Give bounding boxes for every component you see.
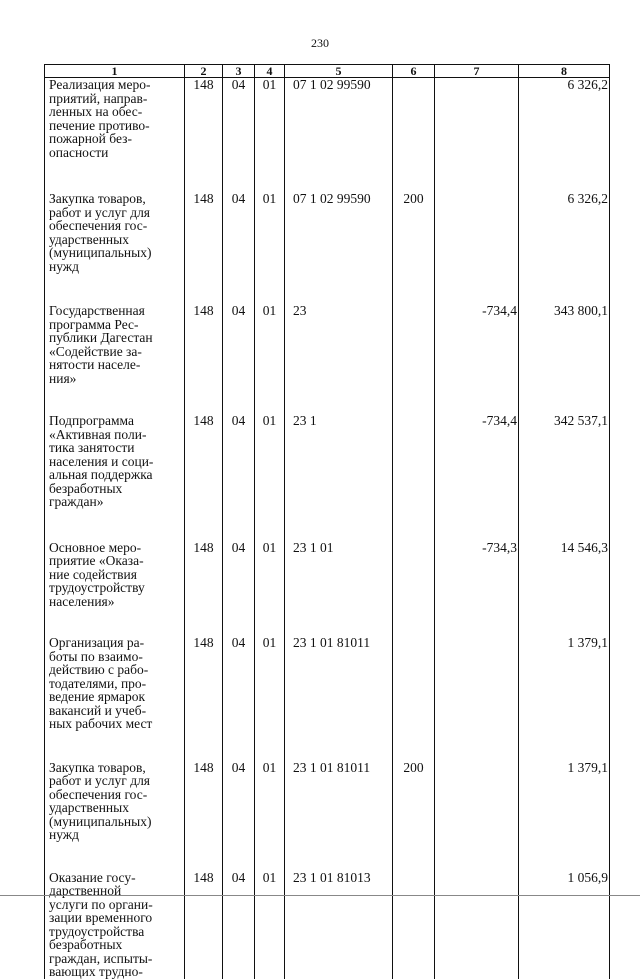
row-cell-c7 [435, 636, 519, 761]
row-cell-c7 [435, 761, 519, 871]
row-name-line: Закупка товаров, [49, 759, 146, 775]
row-cell-c7 [435, 871, 519, 979]
row-name-line: печение противо- [49, 117, 150, 133]
row-name-line: вакансий и учеб- [49, 702, 147, 718]
row-spacer [49, 608, 182, 636]
row-cell-c4: 01 [255, 192, 285, 304]
table-header [45, 65, 610, 78]
row-name-line: граждан» [49, 494, 104, 509]
row-name-line: программа Рес- [49, 316, 139, 332]
row-name-line: тика занятости [49, 440, 135, 455]
row-name-line: боты по взаимо- [49, 648, 143, 664]
row-name-line: ние содействия [49, 566, 137, 582]
row-cell-c4: 01 [255, 414, 285, 541]
row-cell-c3: 04 [223, 304, 255, 414]
row-name-line: пожарной без- [49, 131, 132, 146]
row-name-line: вающих трудно- [49, 964, 143, 979]
row-name-cell [45, 636, 185, 761]
row-name-line: нужд [49, 827, 79, 842]
table-row [45, 304, 610, 414]
row-name-line: тодателями, про- [49, 675, 147, 691]
row-cell-c3: 04 [223, 761, 255, 871]
row-name-line: населения» [49, 593, 115, 609]
row-name-cell [45, 541, 185, 637]
row-name-line: ведение ярмарок [49, 689, 146, 704]
row-name-line: Закупка товаров, [49, 191, 146, 206]
row-name-line: опасности [49, 144, 109, 160]
row-name-line: Подпрограмма [49, 413, 134, 428]
row-spacer [49, 385, 182, 414]
row-name-cell [45, 304, 185, 414]
row-cell-c4: 01 [255, 761, 285, 871]
row-cell-c3: 04 [223, 871, 255, 979]
row-cell-c5: 23 1 01 [285, 541, 393, 637]
header-col-8: 8 [519, 65, 610, 78]
row-cell-c5: 23 [285, 304, 393, 414]
row-cell-c2: 148 [185, 78, 223, 193]
row-cell-c8: 14 546,3 [519, 541, 610, 637]
row-cell-c8: 1 056,9 [519, 871, 610, 979]
table-row [45, 871, 610, 979]
row-name-line: Основное меро- [49, 539, 142, 555]
row-cell-c7: -734,4 [435, 304, 519, 414]
row-cell-c6 [393, 414, 435, 541]
row-cell-c3: 04 [223, 541, 255, 637]
budget-table [44, 64, 610, 979]
page-number: 230 [311, 36, 329, 50]
row-name-line: альная поддержка [49, 467, 153, 482]
row-cell-c6 [393, 871, 435, 979]
bottom-rule [0, 895, 640, 896]
row-name-line: нужд [49, 258, 79, 274]
row-name-line: граждан, испыты- [49, 950, 153, 966]
row-cell-c8: 1 379,1 [519, 761, 610, 871]
row-name-line: работ и услуг для [49, 204, 151, 220]
row-cell-c2: 148 [185, 414, 223, 541]
row-cell-c3: 04 [223, 192, 255, 304]
row-cell-c7 [435, 78, 519, 193]
row-cell-c8: 343 800,1 [519, 304, 610, 414]
row-cell-c3: 04 [223, 636, 255, 761]
table-body [45, 78, 610, 979]
row-name-line: трудоустройству [49, 580, 145, 595]
row-spacer [49, 273, 182, 304]
row-cell-c7: -734,4 [435, 414, 519, 541]
row-name-line: Организация ра- [49, 635, 145, 650]
row-spacer [49, 842, 182, 871]
header-col-2: 2 [185, 65, 223, 78]
row-cell-c2: 148 [185, 541, 223, 637]
row-cell-c5: 07 1 02 99590 [285, 192, 393, 304]
row-spacer [49, 731, 182, 761]
header-col-7: 7 [435, 65, 519, 78]
row-name-line: ударственных [49, 800, 129, 815]
row-name-line: ленных на обес- [49, 104, 143, 119]
table-row [45, 541, 610, 637]
row-name-line: (муниципальных) [49, 813, 152, 829]
header-col-6: 6 [393, 65, 435, 78]
row-spacer [49, 509, 182, 541]
row-cell-c8: 342 537,1 [519, 414, 610, 541]
row-name-line: безработных [49, 480, 123, 496]
row-cell-c7 [435, 192, 519, 304]
header-col-5: 5 [285, 65, 393, 78]
row-name-line: работ и услуг для [49, 773, 151, 788]
row-cell-c5: 23 1 01 81011 [285, 761, 393, 871]
row-cell-c8: 6 326,2 [519, 78, 610, 193]
row-name-line: обеспечения гос- [49, 218, 148, 233]
table-row [45, 192, 610, 304]
row-cell-c2: 148 [185, 871, 223, 979]
row-spacer [49, 159, 182, 192]
row-cell-c4: 01 [255, 78, 285, 193]
row-cell-c3: 04 [223, 78, 255, 193]
row-cell-c2: 148 [185, 192, 223, 304]
row-name-line: ния» [49, 370, 77, 386]
row-name-line: обеспечения гос- [49, 786, 148, 802]
row-name-line: публики Дагестан [49, 330, 153, 345]
row-cell-c2: 148 [185, 304, 223, 414]
row-name-line: безработных [49, 937, 123, 952]
row-name-cell [45, 78, 185, 193]
row-cell-c6: 200 [393, 761, 435, 871]
row-name-line: Оказание госу- [49, 869, 136, 885]
row-name-line: приятие «Оказа- [49, 553, 144, 568]
row-name-line: «Активная поли- [49, 426, 147, 442]
row-name-line: услуги по органи- [49, 896, 153, 912]
row-cell-c3: 04 [223, 414, 255, 541]
row-cell-c5: 23 1 [285, 414, 393, 541]
row-cell-c2: 148 [185, 761, 223, 871]
header-row [45, 65, 610, 78]
table-row [45, 414, 610, 541]
row-name-line: населения и соци- [49, 453, 154, 469]
table-row [45, 78, 610, 193]
row-name-line: нятости населе- [49, 357, 141, 372]
row-name-cell [45, 761, 185, 871]
row-name-line: трудоустройства [49, 923, 145, 939]
row-cell-c6 [393, 78, 435, 193]
row-cell-c8: 6 326,2 [519, 192, 610, 304]
row-name-line: дарственной [49, 883, 122, 898]
row-name-line: «Содействие за- [49, 343, 142, 359]
row-name-line: приятий, направ- [49, 90, 148, 106]
row-name-cell [45, 414, 185, 541]
row-cell-c7: -734,3 [435, 541, 519, 637]
row-cell-c5: 23 1 01 81011 [285, 636, 393, 761]
row-name-line: ных рабочих мест [49, 716, 153, 731]
table-row [45, 636, 610, 761]
row-name-cell [45, 871, 185, 979]
row-name-line: ударственных [49, 231, 129, 247]
row-cell-c4: 01 [255, 871, 285, 979]
row-name-cell [45, 192, 185, 304]
row-name-line: действию с рабо- [49, 662, 149, 677]
row-name-line: (муниципальных) [49, 245, 152, 260]
header-col-3: 3 [223, 65, 255, 78]
row-cell-c6: 200 [393, 192, 435, 304]
row-cell-c5: 23 1 01 81013 [285, 871, 393, 979]
row-cell-c6 [393, 636, 435, 761]
row-name-line: Государственная [49, 303, 145, 318]
row-cell-c4: 01 [255, 304, 285, 414]
table-row [45, 761, 610, 871]
row-cell-c6 [393, 304, 435, 414]
row-cell-c4: 01 [255, 541, 285, 637]
header-col-1: 1 [45, 65, 185, 78]
row-cell-c8: 1 379,1 [519, 636, 610, 761]
row-name-line: зации временного [49, 910, 153, 925]
row-name-line: Реализация меро- [49, 77, 151, 92]
row-cell-c5: 07 1 02 99590 [285, 78, 393, 193]
row-cell-c6 [393, 541, 435, 637]
row-cell-c4: 01 [255, 636, 285, 761]
header-col-4: 4 [255, 65, 285, 78]
row-cell-c2: 148 [185, 636, 223, 761]
